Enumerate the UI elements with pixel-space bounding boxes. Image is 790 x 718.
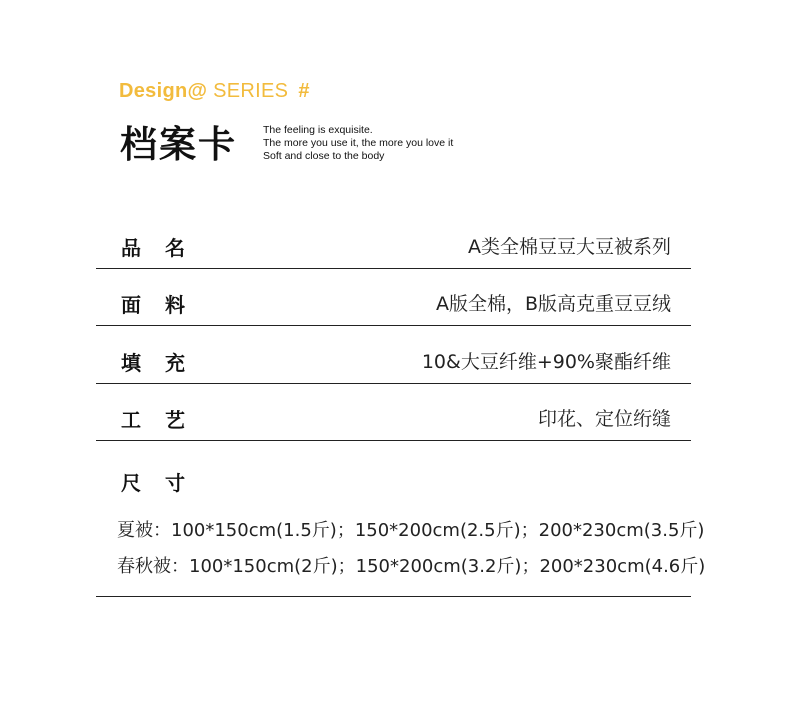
tagline-line: The more you use it, the more you love it bbox=[263, 137, 454, 149]
spec-row-size bbox=[96, 448, 706, 597]
tagline-line: Soft and close to the body bbox=[263, 150, 385, 162]
spec-label: 工艺 bbox=[121, 408, 209, 432]
series-label: SERIES bbox=[207, 80, 289, 102]
spec-value: 10&大豆纤维+90%聚酯纤维 bbox=[421, 351, 671, 373]
spec-label: 填充 bbox=[121, 351, 209, 375]
spec-value: 印花、定位绗缝 bbox=[537, 408, 671, 430]
size-label: 尺寸 bbox=[121, 471, 209, 495]
page-title: 档案卡 bbox=[120, 123, 237, 166]
spec-value: A版全棉，B版高克重豆豆绒 bbox=[435, 293, 671, 315]
spec-row-filling bbox=[96, 333, 691, 384]
size-line-summer: 夏被：100*150cm(1.5斤)；150*200cm(2.5斤)；200*230cm(3.5斤) bbox=[117, 520, 705, 541]
tagline bbox=[263, 124, 453, 163]
series-hash: # bbox=[298, 80, 310, 102]
spec-label: 面料 bbox=[121, 293, 209, 317]
spec-value: A类全棉豆豆大豆被系列 bbox=[468, 236, 671, 258]
spec-row-name bbox=[96, 218, 691, 269]
spec-row-fabric bbox=[96, 275, 691, 326]
tagline-line: The feeling is exquisite. bbox=[263, 124, 373, 136]
spec-row-craft bbox=[96, 390, 691, 441]
series-brand: Design@ bbox=[119, 80, 208, 102]
series-header bbox=[119, 80, 310, 103]
size-line-spring-autumn: 春秋被：100*150cm(2斤)；150*200cm(3.2斤)；200*230cm(4.6斤) bbox=[117, 556, 706, 577]
spec-label: 品名 bbox=[121, 236, 209, 260]
